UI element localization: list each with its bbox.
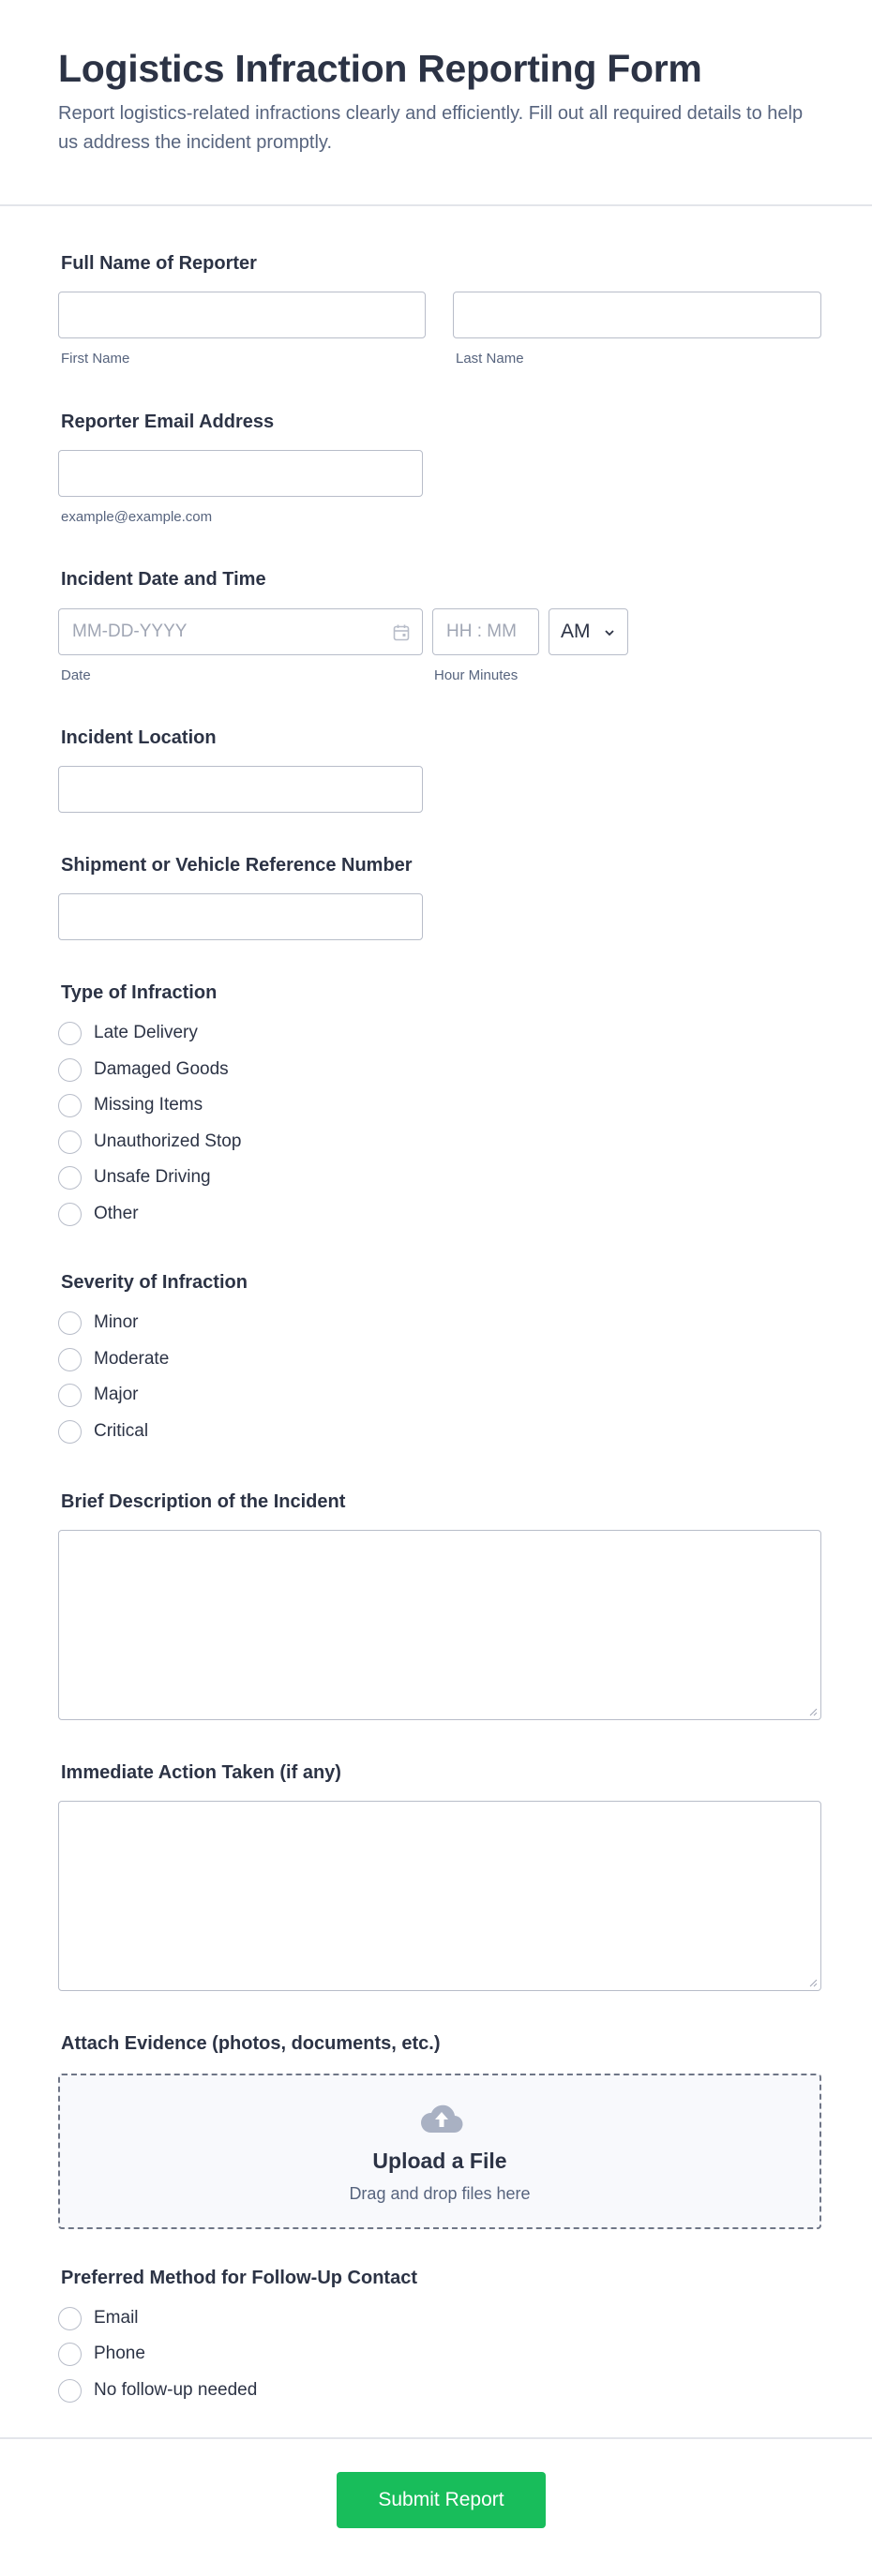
radio-label: Phone — [94, 2344, 145, 2363]
ampm-value: AM — [561, 621, 591, 642]
radio-button[interactable] — [58, 1384, 82, 1407]
ampm-select[interactable] — [549, 608, 628, 655]
radio-label: No follow-up needed — [94, 2380, 258, 2400]
full-name-label: Full Name of Reporter — [61, 253, 257, 274]
page-description: Report logistics-related infractions clearly and efficiently. Fill out all required details to help us address the incident promptly. — [58, 103, 804, 153]
action-label: Immediate Action Taken (if any) — [61, 1762, 341, 1783]
email-sublabel: example@example.com — [61, 509, 213, 525]
radio-label: Minor — [94, 1312, 139, 1332]
location-label: Incident Location — [61, 727, 217, 748]
date-sublabel: Date — [61, 667, 91, 683]
form-header — [0, 0, 872, 206]
radio-button[interactable] — [58, 1058, 82, 1082]
radio-label: Major — [94, 1385, 139, 1404]
email-label: Reporter Email Address — [61, 412, 275, 432]
resize-grip-icon[interactable] — [808, 1978, 818, 1987]
radio-button[interactable] — [58, 2307, 82, 2330]
radio-button[interactable] — [58, 1166, 82, 1190]
radio-label: Unauthorized Stop — [94, 1131, 242, 1151]
calendar-icon[interactable] — [392, 623, 411, 642]
radio-button[interactable] — [58, 1348, 82, 1371]
description-textarea[interactable] — [58, 1530, 821, 1720]
radio-label: Late Delivery — [94, 1023, 198, 1042]
reference-input[interactable] — [58, 893, 423, 940]
email-input[interactable] — [58, 450, 423, 497]
radio-button[interactable] — [58, 1311, 82, 1335]
radio-label: Damaged Goods — [94, 1059, 229, 1079]
radio-label: Unsafe Driving — [94, 1167, 211, 1187]
radio-label: Email — [94, 2308, 139, 2328]
chevron-down-icon — [603, 626, 616, 639]
date-input[interactable] — [58, 608, 423, 655]
description-label: Brief Description of the Incident — [61, 1491, 346, 1512]
page-title: Logistics Infraction Reporting Form — [58, 47, 702, 90]
radio-button[interactable] — [58, 2379, 82, 2403]
radio-button[interactable] — [58, 1022, 82, 1045]
first-name-input[interactable] — [58, 292, 426, 338]
incident-datetime-label: Incident Date and Time — [61, 569, 266, 590]
radio-button[interactable] — [58, 2343, 82, 2366]
radio-button[interactable] — [58, 1420, 82, 1444]
radio-button[interactable] — [58, 1203, 82, 1226]
radio-label: Moderate — [94, 1349, 170, 1369]
infraction-type-label: Type of Infraction — [61, 982, 218, 1003]
time-placeholder: HH : MM — [446, 622, 517, 641]
radio-button[interactable] — [58, 1094, 82, 1117]
last-name-sublabel: Last Name — [456, 351, 524, 367]
time-sublabel: Hour Minutes — [434, 667, 519, 683]
reference-label: Shipment or Vehicle Reference Number — [61, 855, 413, 876]
upload-title: Upload a File — [372, 2149, 507, 2173]
followup-label: Preferred Method for Follow-Up Contact — [61, 2268, 417, 2288]
upload-hint: Drag and drop files here — [349, 2184, 531, 2203]
radio-label: Missing Items — [94, 1095, 203, 1115]
last-name-input[interactable] — [453, 292, 821, 338]
date-placeholder: MM-DD-YYYY — [72, 622, 188, 641]
time-input[interactable] — [432, 608, 539, 655]
radio-label: Critical — [94, 1421, 149, 1441]
action-textarea[interactable] — [58, 1801, 821, 1991]
severity-label: Severity of Infraction — [61, 1272, 248, 1293]
resize-grip-icon[interactable] — [808, 1707, 818, 1716]
first-name-sublabel: First Name — [61, 351, 130, 367]
radio-button[interactable] — [58, 1131, 82, 1154]
location-input[interactable] — [58, 766, 423, 813]
file-upload-dropzone[interactable] — [58, 2074, 821, 2229]
submit-button[interactable]: Submit Report — [337, 2472, 546, 2528]
radio-label: Other — [94, 1204, 139, 1223]
evidence-label: Attach Evidence (photos, documents, etc.) — [61, 2033, 441, 2054]
cloud-upload-icon — [419, 2102, 464, 2135]
